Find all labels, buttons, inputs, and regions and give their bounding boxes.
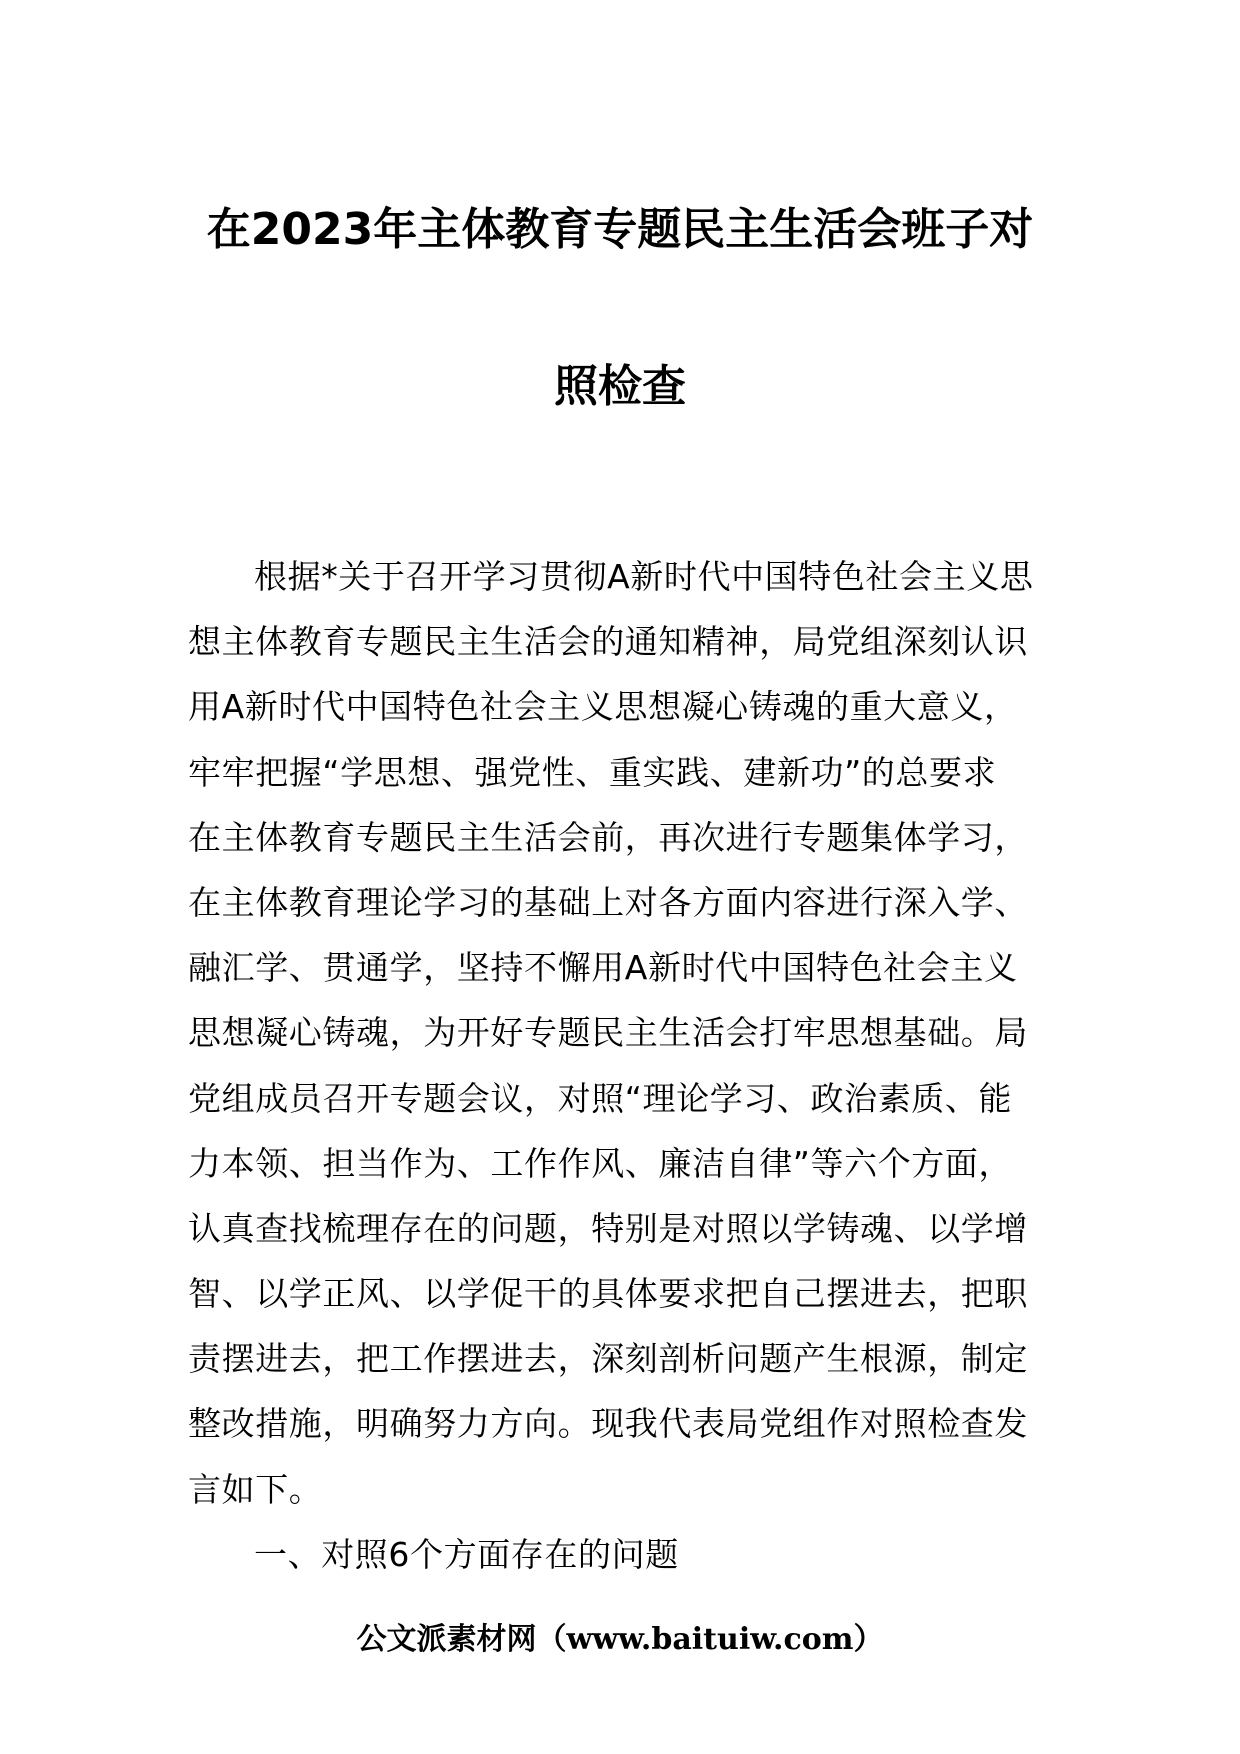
- footer-watermark-text: 公文派素材网（www.baituiw.com）: [356, 1622, 884, 1657]
- paragraph-line: 力本领、担当作为、工作作风、廉洁自律”等六个方面，: [188, 1143, 1013, 1183]
- document-body: [188, 544, 1058, 1587]
- paragraph-line: 在主体教育理论学习的基础上对各方面内容进行深入学、: [188, 882, 1028, 922]
- paragraph-line: 责摆进去，把工作摆进去，深刻剖析问题产生根源，制定: [188, 1339, 1028, 1379]
- paragraph-line: 整改措施，明确努力方向。现我代表局党组作对照检查发: [188, 1404, 1028, 1444]
- paragraph-line: 言如下。: [188, 1469, 323, 1509]
- paragraph-line: 牢牢把握“学思想、强党性、重实践、建新功”的总要求: [188, 752, 997, 792]
- paragraph-line: 思想凝心铸魂，为开好专题民主生活会打牢思想基础。局: [188, 1013, 1028, 1053]
- paragraph-line: 想主体教育专题民主生活会的通知精神，局党组深刻认识: [188, 622, 1028, 662]
- paragraph-line: 用A新时代中国特色社会主义思想凝心铸魂的重大意义，: [188, 687, 1018, 727]
- paragraph-line: 融汇学、贯通学，坚持不懈用A新时代中国特色社会主义: [188, 948, 1018, 988]
- section-heading: 一、对照6个方面存在的问题: [254, 1534, 679, 1574]
- paragraph-line: 根据*关于召开学习贯彻A新时代中国特色社会主义思: [254, 557, 1034, 596]
- document-title-line-1: 在2023年主体教育专题民主生活会班子对: [206, 204, 1034, 255]
- paragraph-line: 党组成员召开专题会议，对照“理论学习、政治素质、能: [188, 1078, 1013, 1118]
- paragraph-line: 认真查找梳理存在的问题，特别是对照以学铸魂、以学增: [188, 1208, 1028, 1248]
- paragraph-line: 在主体教育专题民主生活会前，再次进行专题集体学习，: [188, 817, 1028, 857]
- document-title-line-2: 照检查: [554, 361, 686, 412]
- paragraph-line: 智、以学正风、以学促干的具体要求把自己摆进去，把职: [188, 1274, 1028, 1314]
